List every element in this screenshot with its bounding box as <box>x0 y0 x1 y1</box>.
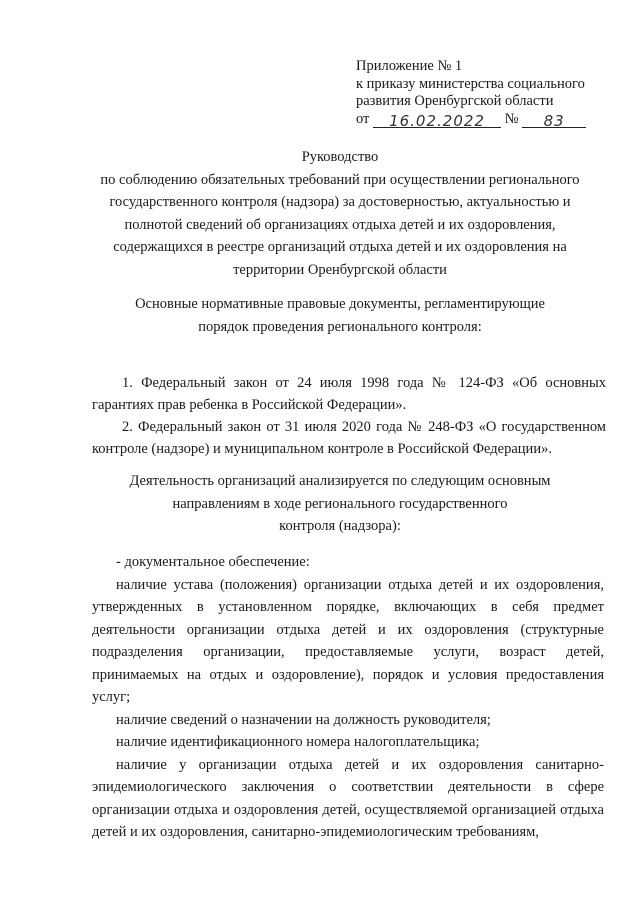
docs-list <box>92 372 606 460</box>
paragraph: наличие сведений о назначении на должность руководителя; <box>116 711 491 728</box>
date-field <box>373 113 501 128</box>
activity-heading-line-2: направлениям в ходе регионального государственного <box>172 495 508 512</box>
date-prefix: от <box>356 110 370 127</box>
title-line-3: государственного контроля (надзора) за достоверностью, актуальностью и <box>109 194 571 210</box>
title-line-5: содержащихся в реестре организаций отдыха детей и их оздоровления на <box>113 239 567 255</box>
annex-block <box>356 58 626 128</box>
title-line-6: территории Оренбургской области <box>233 261 447 278</box>
docs-heading-line-2: порядок проведения регионального контроля: <box>198 318 482 335</box>
paragraph: наличие устава (положения) организации отдыха детей и их оздоровления, утвержденных в установленном порядке, включающих в себя предмет деятельности организации отдыха детей и их оздоровления (структурные подразделения организации, предоставляемые услуги, возраст детей, принимаемых на отдых и оздоровление), порядок и условия предоставления услуг; <box>92 576 604 705</box>
title-line-1: Руководство <box>301 149 379 165</box>
annex-ministry: развития Оренбургской области <box>356 93 554 109</box>
activity-heading <box>60 470 620 538</box>
annex-date-line <box>356 111 626 129</box>
document-title <box>60 146 620 281</box>
list-item: 1. Федеральный закон от 24 июля 1998 года № 124-ФЗ «Об основных гарантиях прав ребенка в Российской Федерации». <box>92 375 606 413</box>
document-body <box>92 551 604 844</box>
docs-heading-line-1: Основные нормативные правовые документы, регламентирующие <box>135 296 545 312</box>
number-prefix: № <box>504 110 519 127</box>
paragraph: наличие у организации отдыха детей и их оздоровления санитарно-эпидемиологического заключения о соответствии деятельности в сфере организации отдыха и оздоровления детей, осуществляемой организацией отдыха детей и их оздоровления, санитарно-эпидемиологическим требованиям, <box>92 756 604 840</box>
activity-heading-line-3: контроля (надзора): <box>279 518 401 534</box>
handwritten-date: 16.02.2022 <box>389 112 485 130</box>
handwritten-number: 83 <box>543 112 565 130</box>
number-field <box>522 113 586 128</box>
list-item: 2. Федеральный закон от 31 июля 2020 года № 248-ФЗ «О государственном контроле (надзоре) и муниципальном контроле в Российской Федерации». <box>92 419 606 457</box>
section-heading: - документальное обеспечение: <box>116 554 310 570</box>
paragraph: наличие идентификационного номера налогоплательщика; <box>116 734 480 750</box>
docs-heading <box>60 293 620 338</box>
annex-title: Приложение № 1 <box>356 58 463 74</box>
annex-order-ref: к приказу министерства социального <box>356 75 585 92</box>
title-line-4: полнотой сведений об организациях отдыха детей и их оздоровления, <box>124 216 556 233</box>
title-line-2: по соблюдению обязательных требований при осуществлении регионального <box>100 171 580 188</box>
activity-heading-line-1: Деятельность организаций анализируется по следующим основным <box>129 473 551 489</box>
